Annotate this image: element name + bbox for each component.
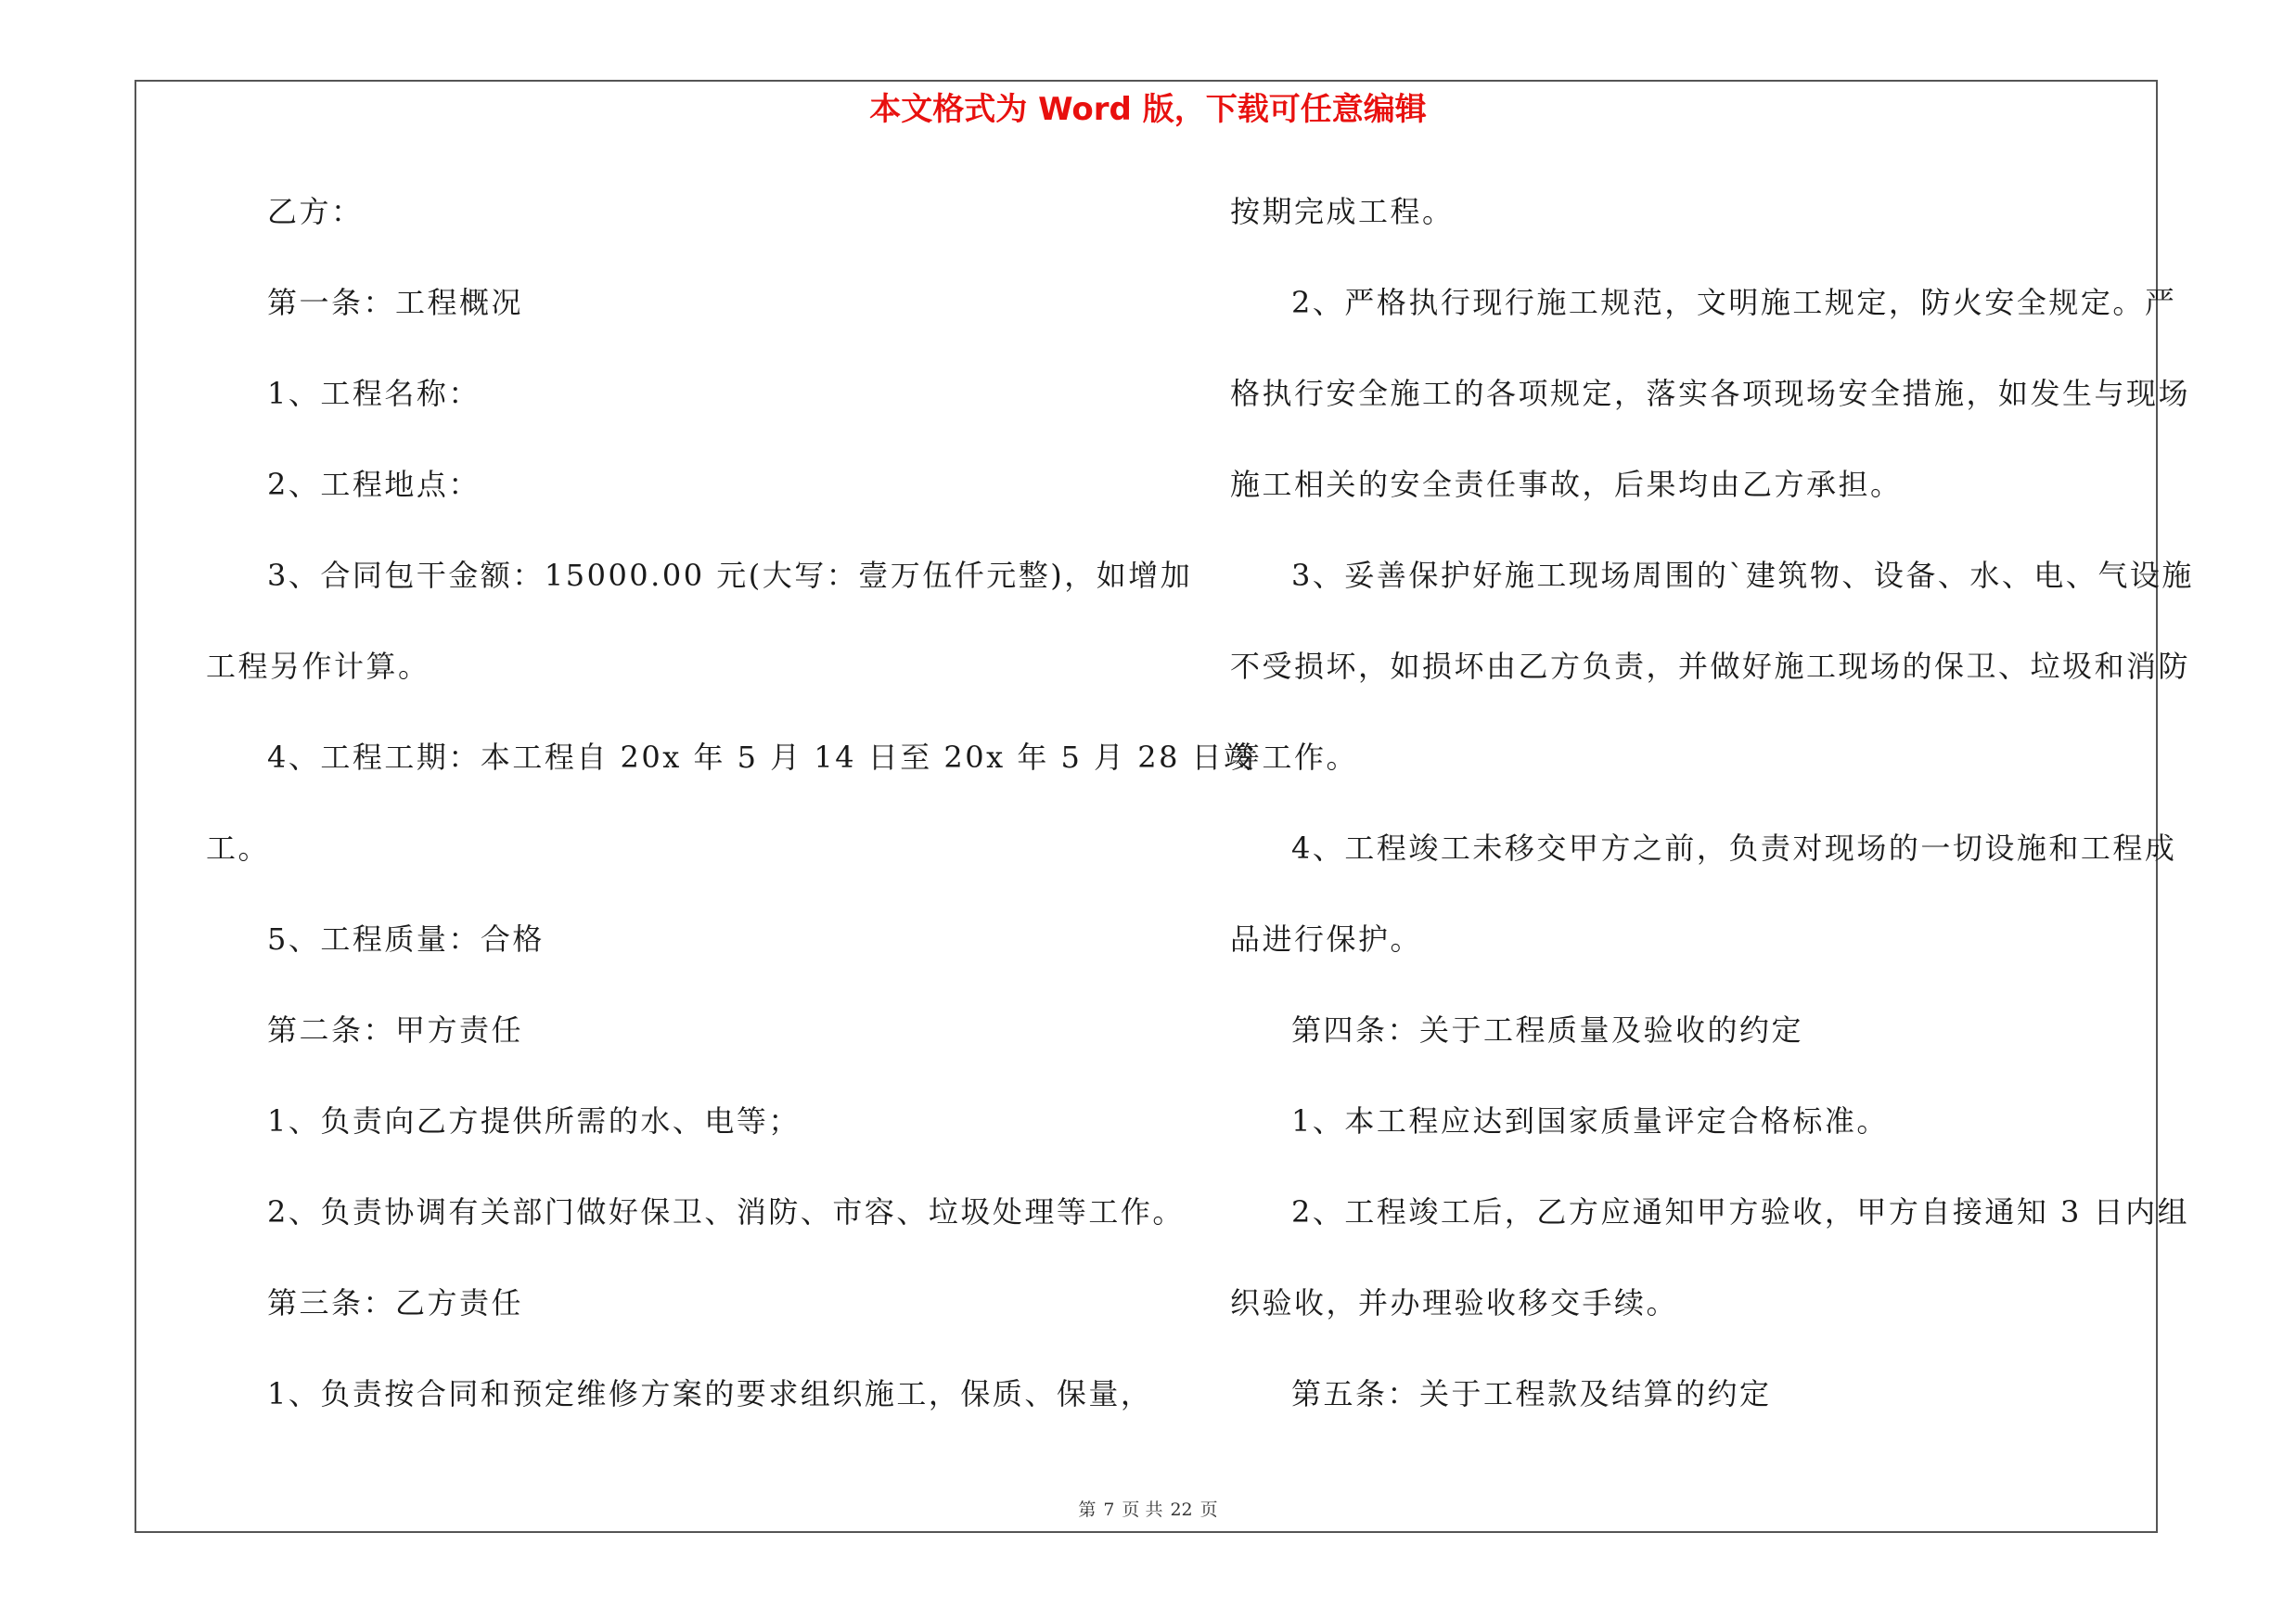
format-banner: 本文格式为 Word 版，下载可任意编辑 (869, 91, 1427, 128)
paragraph-text: 第一条：工程概况 (267, 285, 524, 320)
total-pages-number: 22 (1170, 1500, 1193, 1520)
paragraph-text: 第五条：关于工程款及结算的约定 (1291, 1376, 1772, 1411)
page-label-mid: 页 共 (1122, 1500, 1163, 1520)
paragraph-text: 1、负责按合同和预定维修方案的要求组织施工，保质、保量， (267, 1376, 1153, 1411)
paragraph-text: 4、工程竣工未移交甲方之前，负责对现场的一切设施和工程成 (1291, 831, 2177, 866)
left-line (206, 184, 1143, 275)
paragraph-text: 3、妥善保护好施工现场周围的`建筑物、设备、水、电、气设施 (1291, 558, 2194, 593)
paragraph-text: 不受损坏，如损坏由乙方负责，并做好施工现场的保卫、垃圾和消防 (1230, 649, 2191, 684)
left-line (206, 1093, 1143, 1184)
right-line (1230, 729, 2148, 820)
current-page-number: 7 (1103, 1500, 1115, 1520)
right-line (1230, 547, 2194, 638)
right-line (1230, 1093, 2148, 1184)
page-number-footer (0, 1496, 2296, 1521)
right-column (1230, 184, 2194, 1457)
paragraph-text: 工程另作计算。 (206, 649, 430, 684)
paragraph-text: 2、工程地点： (267, 467, 481, 502)
left-line (206, 1366, 1153, 1457)
paragraph-text: 织验收，并办理验收移交手续。 (1230, 1285, 1679, 1320)
left-line (206, 911, 1143, 1002)
paragraph-text: 3、合同包干金额：15000.00 元(大写：壹万伍仟元整)，如增加 (267, 558, 1193, 593)
left-column (206, 184, 1256, 1457)
paragraph-text: 2、工程竣工后，乙方应通知甲方验收，甲方自接通知 3 日内组 (1291, 1194, 2190, 1230)
left-line (206, 1184, 1185, 1275)
paragraph-text: 1、负责向乙方提供所需的水、电等； (267, 1103, 801, 1139)
paragraph-text: 1、本工程应达到国家质量评定合格标准。 (1291, 1103, 1889, 1139)
left-line (206, 638, 1143, 729)
paragraph-text: 1、工程名称： (267, 376, 481, 411)
paragraph-text: 2、负责协调有关部门做好保卫、消防、市容、垃圾处理等工作。 (267, 1194, 1185, 1230)
paragraph-text: 第四条：关于工程质量及验收的约定 (1291, 1012, 1804, 1048)
left-line (206, 547, 1193, 638)
right-line (1230, 1184, 2190, 1275)
paragraph-text: 第二条：甲方责任 (267, 1012, 524, 1048)
paragraph-text: 乙方： (267, 194, 364, 229)
paragraph-text: 施工相关的安全责任事故，后果均由乙方承担。 (1230, 467, 1903, 502)
right-line (1230, 366, 2191, 457)
paragraph-text: 品进行保护。 (1230, 921, 1423, 957)
paragraph-text: 5、工程质量：合格 (267, 921, 545, 957)
paragraph-text: 格执行安全施工的各项规定，落实各项现场安全措施，如发生与现场 (1230, 376, 2191, 411)
right-line (1230, 184, 2148, 275)
paragraph-text: 4、工程工期：本工程自 20x 年 5 月 14 日至 20x 年 5 月 28 日竣 (267, 740, 1256, 775)
left-line (206, 457, 1143, 547)
paragraph-text: 2、严格执行现行施工规范，文明施工规定，防火安全规定。严 (1291, 285, 2177, 320)
left-line (206, 729, 1256, 820)
right-line (1230, 820, 2177, 911)
left-line (206, 275, 1143, 366)
left-line (206, 1002, 1143, 1093)
right-line (1230, 275, 2177, 366)
right-line (1230, 1275, 2148, 1366)
page-label-suffix: 页 (1199, 1500, 1218, 1520)
paragraph-text: 第三条：乙方责任 (267, 1285, 524, 1320)
page-label-prefix: 第 (1078, 1500, 1097, 1520)
left-line (206, 1275, 1143, 1366)
right-line (1230, 638, 2191, 729)
paragraph-text: 工。 (206, 831, 271, 866)
right-line (1230, 457, 2148, 547)
left-line (206, 366, 1143, 457)
right-line (1230, 911, 2148, 1002)
paragraph-text: 按期完成工程。 (1230, 194, 1455, 229)
left-line (206, 820, 1143, 911)
paragraph-text: 等工作。 (1230, 740, 1359, 775)
right-line (1230, 1002, 2148, 1093)
right-line (1230, 1366, 2148, 1457)
